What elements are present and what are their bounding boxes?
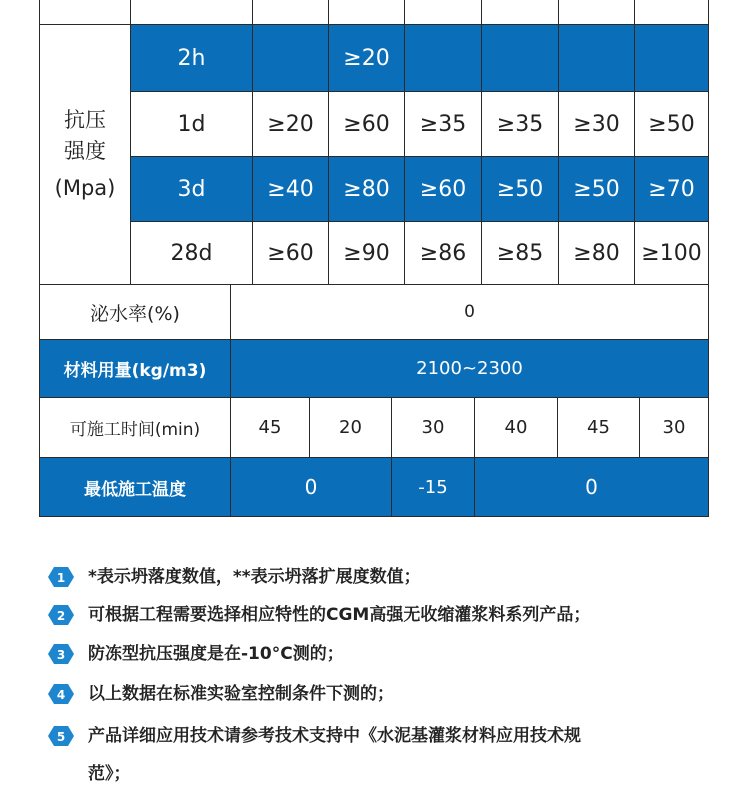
svg-text:1: 1 [56, 571, 66, 585]
note-text: 产品详细应用技术请参考技术支持中《水泥基灌浆材料应用技术规 [88, 726, 581, 746]
value-cell: ≥86 [405, 222, 482, 285]
working-time-value: 20 [310, 398, 392, 458]
value-cell: ≥50 [635, 92, 709, 157]
working-time-value: 40 [475, 398, 558, 458]
value-cell [635, 25, 709, 92]
header-cell [131, 0, 253, 25]
bleeding-value: 0 [231, 285, 709, 340]
header-cell [482, 0, 559, 25]
value-cell: ≥20 [253, 92, 329, 157]
min-temp-value: 0 [231, 458, 392, 517]
note-text: 以上数据在标准实验室控制条件下测的； [88, 684, 394, 704]
min-temp-value: -15 [392, 458, 475, 517]
svg-text:4: 4 [56, 688, 66, 702]
header-cell [39, 0, 131, 25]
value-cell: ≥85 [482, 222, 559, 285]
working-time-value: 45 [558, 398, 640, 458]
min-temp-label: 最低施工温度 [39, 458, 231, 517]
age-cell-3d: 3d [131, 157, 253, 222]
value-cell: ≥30 [559, 92, 635, 157]
value-cell: ≥80 [559, 222, 635, 285]
value-cell: ≥60 [405, 157, 482, 222]
working-time-label: 可施工时间(min) [39, 398, 231, 458]
note-text: 可根据工程需要选择相应特性的CGM高强无收缩灌浆料系列产品； [88, 605, 591, 625]
strength-group-label [39, 25, 131, 285]
header-cell [559, 0, 635, 25]
header-cell [635, 0, 709, 25]
number-badge-icon [48, 726, 74, 746]
material-usage-value: 2100~2300 [231, 340, 709, 398]
age-cell-2h: 2h [131, 25, 253, 92]
value-cell: ≥70 [635, 157, 709, 222]
header-cell [329, 0, 405, 25]
number-badge-icon [48, 644, 74, 664]
value-cell [253, 25, 329, 92]
bleeding-label: 泌水率(%) [39, 285, 231, 340]
value-cell: ≥20 [329, 25, 405, 92]
svg-text:5: 5 [56, 730, 66, 744]
number-badge-icon [48, 684, 74, 704]
age-cell-28d: 28d [131, 222, 253, 285]
note-text: 防冻型抗压强度是在-10°C测的； [88, 644, 344, 664]
value-cell [482, 25, 559, 92]
header-cell [253, 0, 329, 25]
working-time-value: 30 [392, 398, 475, 458]
strength-label-line1: 抗压 [64, 108, 106, 132]
value-cell [405, 25, 482, 92]
value-cell: ≥40 [253, 157, 329, 222]
value-cell: ≥35 [482, 92, 559, 157]
number-badge-icon [48, 567, 74, 587]
value-cell: ≥50 [482, 157, 559, 222]
value-cell: ≥80 [329, 157, 405, 222]
working-time-value: 30 [640, 398, 709, 458]
value-cell: ≥60 [329, 92, 405, 157]
svg-text:2: 2 [56, 609, 66, 623]
strength-label-unit: (Mpa) [54, 176, 116, 200]
min-temp-value: 0 [475, 458, 709, 517]
number-badge-icon [48, 605, 74, 625]
strength-label-line2: 强度 [64, 139, 106, 163]
value-cell: ≥100 [635, 222, 709, 285]
value-cell: ≥50 [559, 157, 635, 222]
svg-text:3: 3 [56, 648, 66, 662]
note-text: 范》； [88, 764, 131, 784]
age-cell-1d: 1d [131, 92, 253, 157]
value-cell: ≥35 [405, 92, 482, 157]
value-cell: ≥90 [329, 222, 405, 285]
note-text: *表示坍落度数值，**表示坍落扩展度数值； [88, 567, 421, 587]
value-cell: ≥60 [253, 222, 329, 285]
working-time-value: 45 [231, 398, 310, 458]
material-usage-label: 材料用量(kg/m3) [39, 340, 231, 398]
value-cell [559, 25, 635, 92]
header-cell [405, 0, 482, 25]
